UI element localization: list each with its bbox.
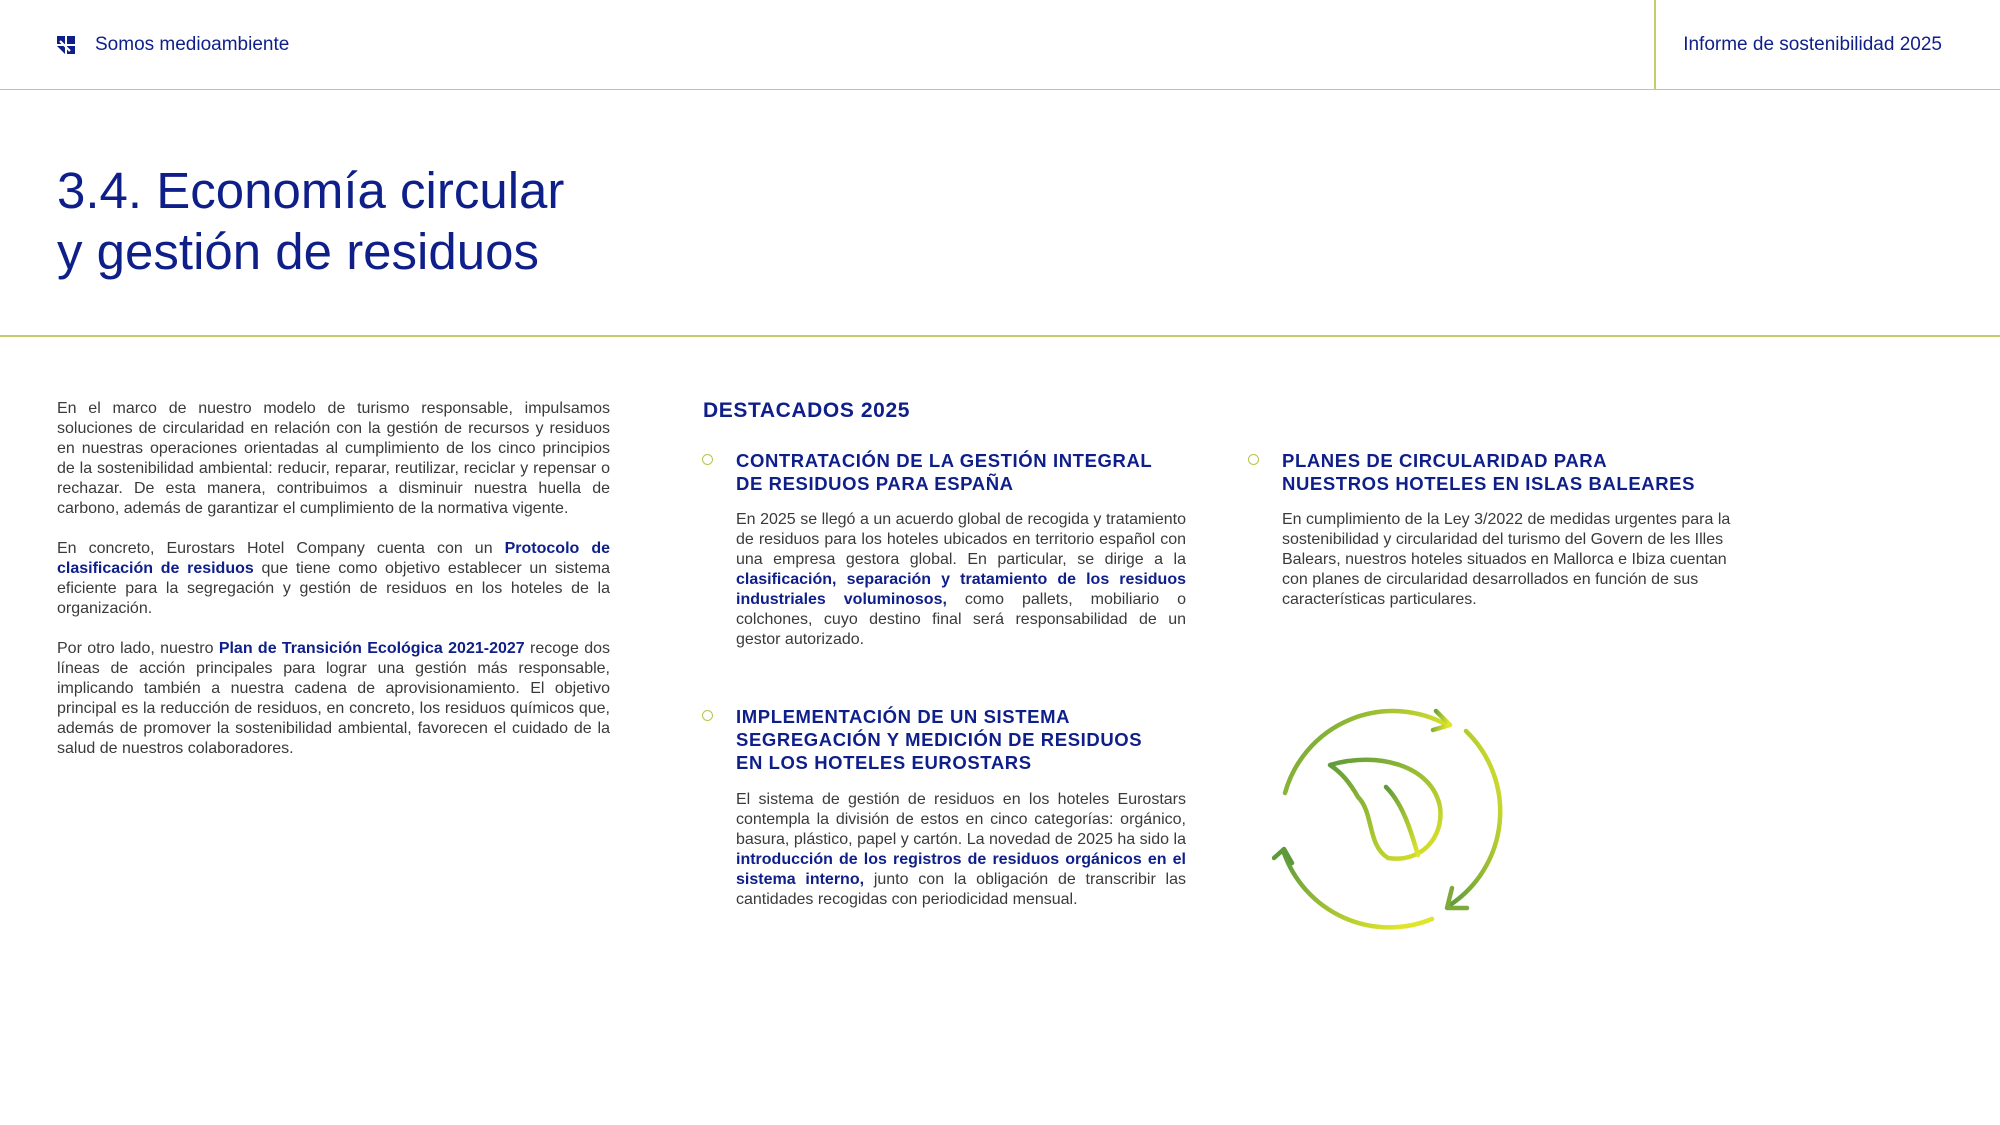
report-name: Informe de sostenibilidad 2025 (1683, 34, 1942, 55)
page-title (57, 160, 564, 282)
highlight-heading: PLANES DE CIRCULARIDAD PARA NUESTROS HOTELES EN ISLAS BALEARES (1282, 450, 1696, 494)
highlight-segregation-system (736, 705, 1186, 910)
section-name: Somos medioambiente (95, 34, 290, 55)
recycle-leaf-icon (1272, 695, 1518, 941)
circle-bullet-icon (702, 454, 713, 465)
intro-paragraph-2: En concreto, Eurostars Hotel Company cuenta con un Protocolo de clasificación de residuos que tiene como objetivo establecer un sistema eficiente para la segregación y gestión de residuos en los hoteles de la organización. (57, 540, 610, 617)
top-bar (0, 0, 2000, 90)
header-divider (1654, 0, 1656, 89)
highlight-waste-management-contract (736, 449, 1186, 650)
protocol-highlight: Protocolo de clasificación de residuos (57, 540, 610, 577)
circle-bullet-icon (702, 710, 713, 721)
highlight-text: En 2025 se llegó a un acuerdo global de recogida y tratamiento de residuos para los hoteles ubicados en territorio español con una empresa gestora global. En particular, se dirige a la clasificación, separación y tratamiento de los residuos industriales voluminosos, como pallets, mobiliario o colchones, cuyo destino final será responsabilidad de un gestor autorizado. (736, 511, 1186, 648)
highlight-balearic-circularity (1282, 449, 1732, 610)
intro-paragraph-1: En el marco de nuestro modelo de turismo responsable, impulsamos soluciones de circularidad en relación con la gestión de recursos y residuos en nuestras operaciones orientadas al cumplimiento de los cinco principios de la sostenibilidad ambiental: reducir, reparar, reutilizar, reciclar y repensar o rechazar. De esta manera, contribuimos a disminuir nuestra huella de carbono, además de garantizar el cumplimiento de la normativa vigente. (57, 400, 610, 517)
intro-paragraph-3: Por otro lado, nuestro Plan de Transición Ecológica 2021-2027 recoge dos líneas de acción principales para lograr una gestión más responsable, implicando también a nuestra cadena de aprovisionamiento. El objetivo principal es la reducción de residuos, en concreto, los residuos químicos que, además de promover la sostenibilidad ambiental, favorecen el cuidado de la salud de nuestros colaboradores. (57, 640, 611, 757)
circle-bullet-icon (1248, 454, 1259, 465)
highlight-text: El sistema de gestión de residuos en los hoteles Eurostars contempla la división de estos en cinco categorías: orgánico, basura, plástico, papel y cartón. La novedad de 2025 ha sido la introducción de los registros de residuos orgánicos en el sistema interno, junto con la obligación de transcribir las cantidades recogidas con periodicidad mensual. (736, 791, 1186, 908)
highlight-text: En cumplimiento de la Ley 3/2022 de medidas urgentes para la sostenibilidad y circularidad del turismo del Govern de les Illes Balears, nuestros hoteles situados en Mallorca e Ibiza cuentan con planes de circularidad desarrollados en función de sus características particulares. (1282, 511, 1731, 608)
page-title-line-2: y gestión de residuos (57, 223, 539, 280)
section-divider (0, 335, 2000, 337)
eurostars-logo-icon (57, 36, 75, 54)
intro-text (57, 399, 610, 779)
page-title-line-1: 3.4. Economía circular (57, 162, 565, 219)
highlight-heading: IMPLEMENTACIÓN DE UN SISTEMA SEGREGACIÓN Y MEDICIÓN DE RESIDUOS EN LOS HOTELES EUROSTARS (736, 706, 1143, 773)
highlights-title: DESTACADOS 2025 (703, 399, 911, 422)
plan-highlight: Plan de Transición Ecológica 2021-2027 (218, 640, 525, 657)
highlight-heading: CONTRATACIÓN DE LA GESTIÓN INTEGRAL DE RESIDUOS PARA ESPAÑA (736, 450, 1153, 494)
